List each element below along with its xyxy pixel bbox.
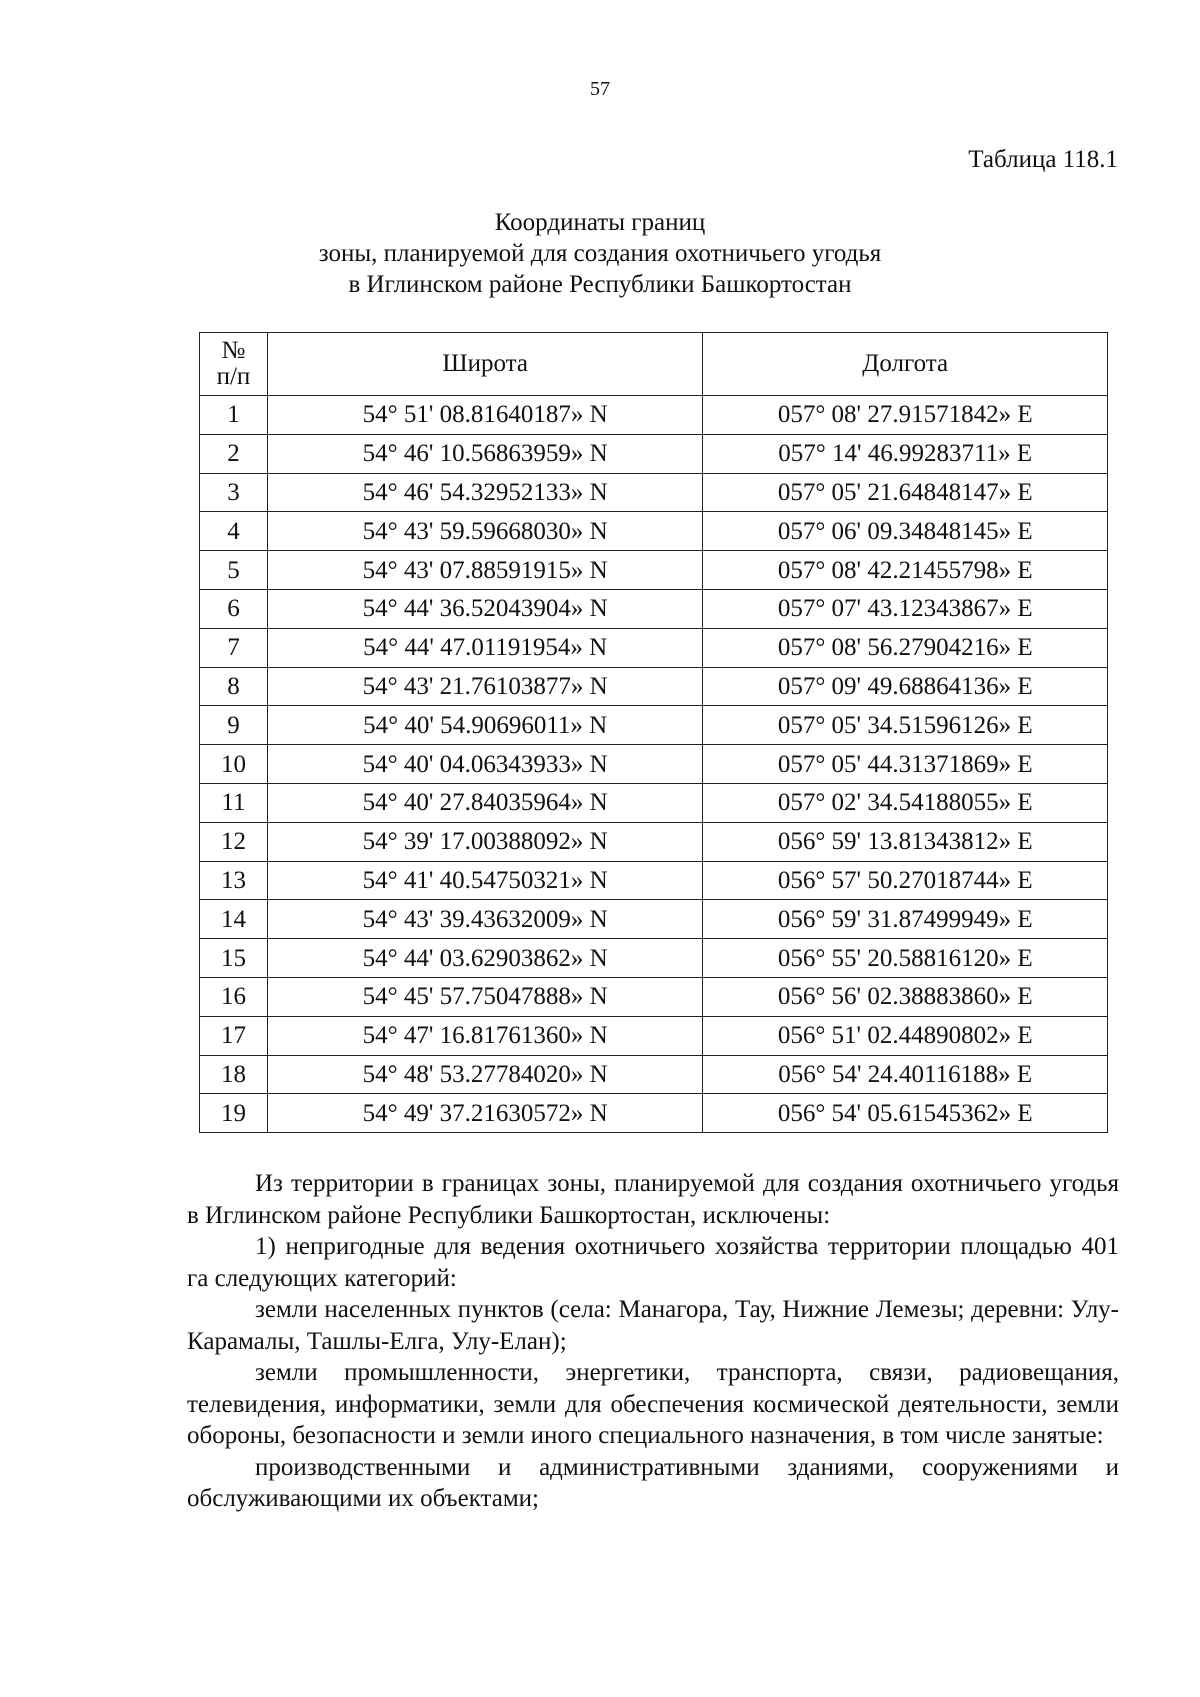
longitude-cell: 056° 59' 31.87499949» E xyxy=(703,900,1108,939)
page-number: 57 xyxy=(590,78,610,100)
longitude-cell: 057° 05' 44.31371869» E xyxy=(703,745,1108,784)
latitude-cell: 54° 44' 03.62903862» N xyxy=(267,939,703,978)
table-row xyxy=(200,1016,1108,1055)
paragraph-settlements: земли населенных пунктов (села: Манагора, Тау, Нижние Лемезы; деревни: Улу-Карамалы, Ташлы-Елга, Улу-Елан); xyxy=(187,1296,1119,1355)
table-row xyxy=(200,783,1108,822)
table-row xyxy=(200,706,1108,745)
latitude-cell: 54° 51' 08.81640187» N xyxy=(267,396,703,435)
latitude-cell: 54° 40' 04.06343933» N xyxy=(267,745,703,784)
latitude-cell: 54° 49' 37.21630572» N xyxy=(267,1094,703,1133)
header-latitude: Широта xyxy=(267,333,703,396)
table-label: Таблица 118.1 xyxy=(968,146,1118,173)
latitude-cell: 54° 46' 10.56863959» N xyxy=(267,434,703,473)
table-row xyxy=(200,551,1108,590)
caption-line-1: Координаты границ xyxy=(494,209,706,236)
latitude-cell: 54° 48' 53.27784020» N xyxy=(267,1055,703,1094)
longitude-cell: 056° 59' 13.81343812» E xyxy=(703,822,1108,861)
body-text xyxy=(187,1168,1119,1515)
longitude-cell: 056° 54' 05.61545362» E xyxy=(703,1094,1108,1133)
table-row xyxy=(200,745,1108,784)
longitude-cell: 056° 55' 20.58816120» E xyxy=(703,939,1108,978)
row-number-cell: 19 xyxy=(200,1094,268,1133)
latitude-cell: 54° 46' 54.32952133» N xyxy=(267,473,703,512)
longitude-cell: 057° 02' 34.54188055» E xyxy=(703,783,1108,822)
longitude-cell: 057° 05' 34.51596126» E xyxy=(703,706,1108,745)
row-number-cell: 18 xyxy=(200,1055,268,1094)
latitude-cell: 54° 40' 27.84035964» N xyxy=(267,783,703,822)
longitude-cell: 057° 07' 43.12343867» E xyxy=(703,589,1108,628)
table-row xyxy=(200,900,1108,939)
table-row xyxy=(200,861,1108,900)
paragraph-intro: Из территории в границах зоны, планируемой для создания охотничьего угодья в Иглинском районе Республики Башкортостан, исключены: xyxy=(187,1170,1119,1229)
table-row xyxy=(200,434,1108,473)
longitude-cell: 056° 57' 50.27018744» E xyxy=(703,861,1108,900)
latitude-cell: 54° 45' 57.75047888» N xyxy=(267,977,703,1016)
table-row xyxy=(200,977,1108,1016)
row-number-cell: 15 xyxy=(200,939,268,978)
longitude-cell: 057° 08' 56.27904216» E xyxy=(703,628,1108,667)
paragraph-buildings: производственными и административными зданиями, сооружениями и обслуживающими их объектами; xyxy=(187,1453,1119,1512)
table-row xyxy=(200,396,1108,435)
table-row xyxy=(200,1094,1108,1133)
paragraph-item-1: 1) непригодные для ведения охотничьего хозяйства территории площадью 401 га следующих категорий: xyxy=(187,1233,1119,1292)
latitude-cell: 54° 43' 39.43632009» N xyxy=(267,900,703,939)
latitude-cell: 54° 44' 36.52043904» N xyxy=(267,589,703,628)
longitude-cell: 057° 14' 46.99283711» E xyxy=(703,434,1108,473)
table-body xyxy=(200,396,1108,1133)
table-row xyxy=(200,628,1108,667)
row-number-cell: 13 xyxy=(200,861,268,900)
row-number-cell: 9 xyxy=(200,706,268,745)
latitude-cell: 54° 43' 07.88591915» N xyxy=(267,551,703,590)
row-number-cell: 12 xyxy=(200,822,268,861)
row-number-cell: 3 xyxy=(200,473,268,512)
latitude-cell: 54° 39' 17.00388092» N xyxy=(267,822,703,861)
longitude-cell: 057° 08' 27.91571842» E xyxy=(703,396,1108,435)
table-row xyxy=(200,667,1108,706)
latitude-cell: 54° 41' 40.54750321» N xyxy=(267,861,703,900)
latitude-cell: 54° 43' 21.76103877» N xyxy=(267,667,703,706)
longitude-cell: 057° 09' 49.68864136» E xyxy=(703,667,1108,706)
row-number-cell: 4 xyxy=(200,512,268,551)
header-number-line-1: № xyxy=(221,337,246,364)
caption-line-3: в Иглинском районе Республики Башкортостан xyxy=(348,271,852,298)
header-longitude: Долгота xyxy=(703,333,1108,396)
latitude-cell: 54° 40' 54.90696011» N xyxy=(267,706,703,745)
row-number-cell: 14 xyxy=(200,900,268,939)
table-row xyxy=(200,473,1108,512)
row-number-cell: 10 xyxy=(200,745,268,784)
row-number-cell: 8 xyxy=(200,667,268,706)
table-row xyxy=(200,939,1108,978)
header-number-line-2: п/п xyxy=(216,363,251,390)
longitude-cell: 056° 54' 24.40116188» E xyxy=(703,1055,1108,1094)
longitude-cell: 057° 08' 42.21455798» E xyxy=(703,551,1108,590)
table-caption xyxy=(0,207,1200,300)
row-number-cell: 6 xyxy=(200,589,268,628)
longitude-cell: 056° 56' 02.38883860» E xyxy=(703,977,1108,1016)
caption-line-2: зоны, планируемой для создания охотничьего угодья xyxy=(318,240,882,267)
table-row xyxy=(200,1055,1108,1094)
longitude-cell: 057° 06' 09.34848145» E xyxy=(703,512,1108,551)
table-header-row xyxy=(200,333,1108,396)
latitude-cell: 54° 47' 16.81761360» N xyxy=(267,1016,703,1055)
row-number-cell: 11 xyxy=(200,783,268,822)
longitude-cell: 056° 51' 02.44890802» E xyxy=(703,1016,1108,1055)
coordinates-table xyxy=(199,332,1108,1133)
row-number-cell: 7 xyxy=(200,628,268,667)
row-number-cell: 2 xyxy=(200,434,268,473)
row-number-cell: 17 xyxy=(200,1016,268,1055)
table-row xyxy=(200,589,1108,628)
row-number-cell: 1 xyxy=(200,396,268,435)
table-row xyxy=(200,512,1108,551)
row-number-cell: 5 xyxy=(200,551,268,590)
table-row xyxy=(200,822,1108,861)
header-number xyxy=(200,333,268,396)
row-number-cell: 16 xyxy=(200,977,268,1016)
latitude-cell: 54° 43' 59.59668030» N xyxy=(267,512,703,551)
longitude-cell: 057° 05' 21.64848147» E xyxy=(703,473,1108,512)
paragraph-special-lands: земли промышленности, энергетики, транспорта, связи, радиовещания, телевидения, информатики, земли для обеспечения космической деятельности, земли обороны, безопасности и земли иного специального назначения, в том числе занятые: xyxy=(187,1359,1119,1449)
latitude-cell: 54° 44' 47.01191954» N xyxy=(267,628,703,667)
